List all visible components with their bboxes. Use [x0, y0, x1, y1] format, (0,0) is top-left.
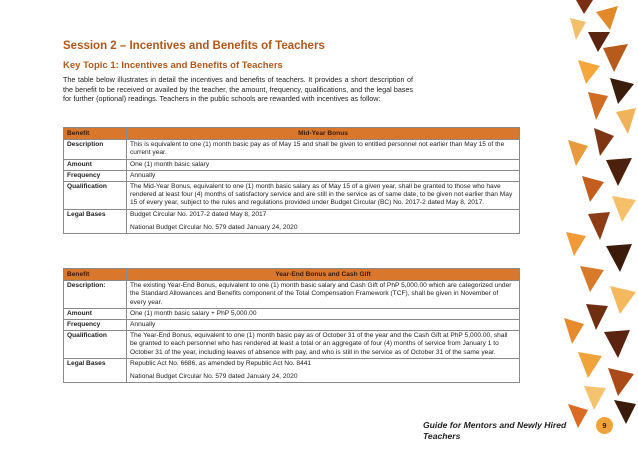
guide-title: Guide for Mentors and Newly Hired Teachers: [423, 420, 567, 441]
row-value: [127, 358, 520, 382]
row-label: Frequency: [64, 320, 127, 331]
row-value: This is equivalent to one (1) month basic pay as of May 15 and shall be given to entitled personnel not earlier than May 15 of the current year.: [127, 140, 520, 159]
row-value: One (1) month basic salary + PhP 5,000.00: [127, 308, 520, 319]
legal-basis-line: Budget Circular No. 2017-2 dated May 8, 2017: [130, 210, 267, 218]
year-end-bonus-table: [63, 268, 520, 383]
header-value: Mid-Year Bonus: [127, 128, 520, 140]
row-label: Description:: [64, 281, 127, 309]
row-value: The Year-End Bonus, equivalent to one (1) month basic pay as of October 31 of the year and the Cash Gift at PhP 5,000.00, shall be granted to each personnel who has rendered at least a total or an aggregate of four (4) months of service from January 1 to October 31 of the year, including leaves of absence with pay, and who is still in the service as of October 31 of the same year.: [127, 331, 520, 359]
mid-year-bonus-table: [63, 127, 520, 234]
table-row: [64, 308, 520, 319]
row-value: Annually: [127, 170, 520, 181]
decorative-triangles: [548, 0, 638, 451]
row-value: One (1) month basic salary: [127, 159, 520, 170]
table-row: [64, 320, 520, 331]
table-row: [64, 209, 520, 233]
legal-basis-line: National Budget Circular No. 579 dated January 24, 2020: [130, 223, 298, 231]
row-label: Description: [64, 140, 127, 159]
row-label: Legal Bases: [64, 358, 127, 382]
header-value: Year-End Bonus and Cash Gift: [127, 269, 520, 281]
table-row: [64, 358, 520, 382]
row-label: Amount: [64, 308, 127, 319]
session-title: Session 2 – Incentives and Benefits of Teachers: [63, 40, 325, 52]
row-label: Frequency: [64, 170, 127, 181]
row-label: Legal Bases: [64, 209, 127, 233]
legal-basis-line: Republic Act No. 6686, as amended by Republic Act No. 8441: [130, 359, 312, 367]
header-label: Benefit: [64, 269, 127, 281]
table-row: [64, 331, 520, 359]
table-row: [64, 170, 520, 181]
intro-paragraph: The table below illustrates in detail the incentives and benefits of teachers. It provides a short description of the benefit to be received or availed by the teacher, the amount, frequency, qualifications, and the legal bases for further (optional) readings. Teachers in the public schools are rewarded with incentives as follow:: [63, 75, 413, 104]
table-row: [64, 159, 520, 170]
legal-basis-line: National Budget Circular No. 579 dated January 24, 2020: [130, 373, 298, 381]
table-row: [64, 140, 520, 159]
table-row: [64, 182, 520, 210]
table-header-row: [64, 128, 520, 140]
topic-title: Key Topic 1: Incentives and Benefits of Teachers: [63, 60, 283, 71]
table-row: [64, 281, 520, 309]
row-label: Amount: [64, 159, 127, 170]
row-label: Qualification: [64, 182, 127, 210]
row-label: Qualification: [64, 331, 127, 359]
header-label: Benefit: [64, 128, 127, 140]
page-number-badge: 9: [596, 417, 613, 434]
table-header-row: [64, 269, 520, 281]
row-value: [127, 209, 520, 233]
row-value: Annually: [127, 320, 520, 331]
row-value: The existing Year-End Bonus, equivalent to one (1) month basic salary and Cash Gift of PhP 5,000.00 which are categorized under the Standard Allowances and Benefits component of the Total Compensation Framework (TCF), shall be given in November of every year.: [127, 281, 520, 309]
row-value: The Mid-Year Bonus, equivalent to one (1) month basic salary as of May 15 of a given year, shall be granted to those who have rendered at least four (4) months of satisfactory service and are still in the service as of same date, to be given not earlier than May 15 of every year, subject to the rules and regulations provided under Budget Circular (BC) No. 2017-2 dated May 8, 2017.: [127, 182, 520, 210]
